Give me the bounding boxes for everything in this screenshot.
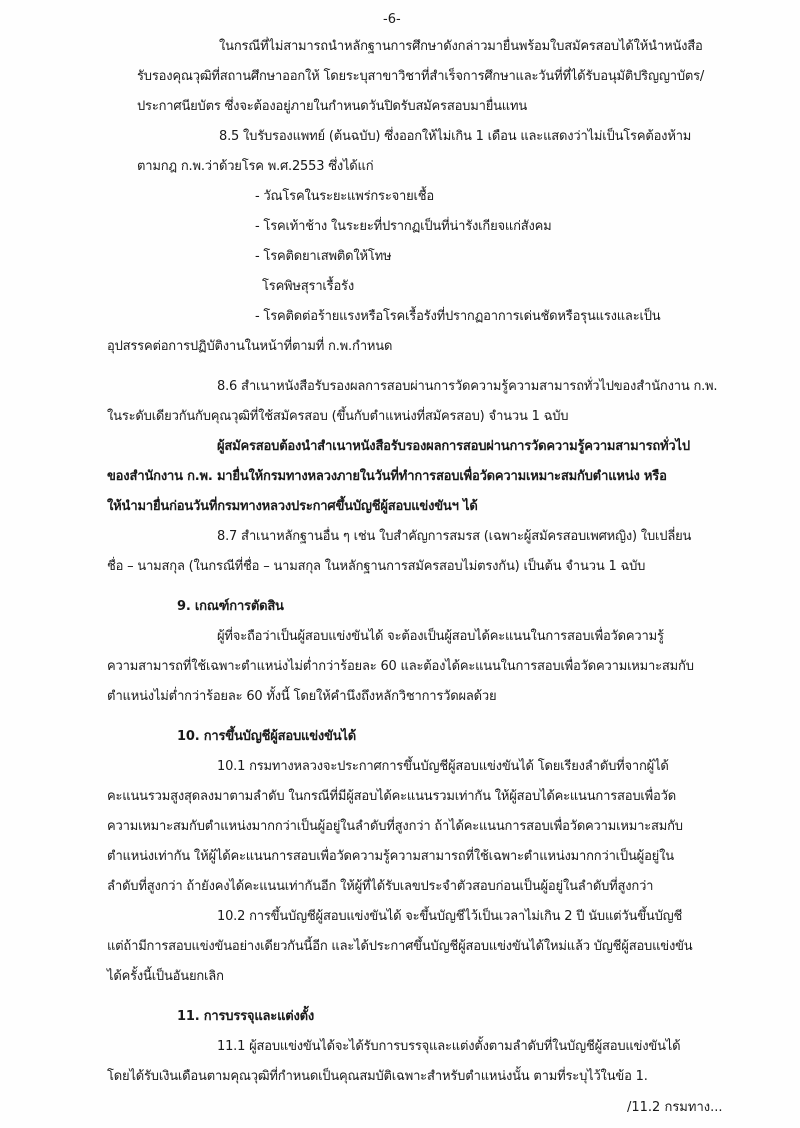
- section-8-7-line: 8.7 สำเนาหลักฐานอื่น ๆ เช่น ใบสำคัญการสมรส (เฉพาะผู้สมัครสอบเพศหญิง) ใบเปลี่ยน: [217, 529, 692, 544]
- section-8-5-line: 8.5 ใบรับรองแพทย์ (ต้นฉบับ) ซึ่งออกให้ไม่เกิน 1 เดือน และแสดงว่าไม่เป็นโรคต้องห้าม: [219, 129, 692, 144]
- disease-list-item: - โรคเท้าช้าง ในระยะที่ปรากฏเป็นที่น่ารังเกียจแก่สังคม: [255, 219, 552, 234]
- section-heading-10: 10. การขึ้นบัญชีผู้สอบแข่งขันได้: [177, 729, 357, 744]
- paragraph-line: โดยได้รับเงินเดือนตามคุณวุฒิที่กำหนดเป็นคุณสมบัติเฉพาะสำหรับตำแหน่งนั้น ตามที่ระบุไว้ในข้อ 1.: [107, 1069, 648, 1084]
- bold-note-line: ให้นำมายื่นก่อนวันที่กรมทางหลวงประกาศขึ้นบัญชีผู้สอบแข่งขันฯ ได้: [107, 499, 478, 514]
- page-number: -6-: [383, 12, 401, 27]
- paragraph-line: ตามกฎ ก.พ.ว่าด้วยโรค พ.ศ.2553 ซึ่งได้แก่: [137, 159, 374, 174]
- paragraph-line: ในระดับเดียวกันกับคุณวุฒิที่ใช้สมัครสอบ (ขึ้นกับตำแหน่งที่สมัครสอบ) จำนวน 1 ฉบับ: [107, 409, 569, 424]
- disease-list-item: โรคพิษสุราเรื้อรัง: [262, 279, 354, 294]
- paragraph-line: ประกาศนียบัตร ซึ่งจะต้องอยู่ภายในกำหนดวันปิดรับสมัครสอบมายื่นแทน: [137, 99, 528, 114]
- section-heading-9: 9. เกณฑ์การตัดสิน: [177, 599, 284, 614]
- paragraph-line: ตำแหน่งไม่ต่ำกว่าร้อยละ 60 ทั้งนี้ โดยให้คำนึงถึงหลักวิชาการวัดผลด้วย: [107, 689, 497, 704]
- paragraph-line: แต่ถ้ามีการสอบแข่งขันอย่างเดียวกันนี้อีก และได้ประกาศขึ้นบัญชีผู้สอบแข่งขันได้ใหม่แล้ว บัญชีผู้สอบแข่งขัน: [107, 939, 693, 954]
- bold-note-line: ผู้สมัครสอบต้องนำสำเนาหนังสือรับรองผลการสอบผ่านการวัดความรู้ความสามารถทั่วไป: [217, 439, 690, 454]
- paragraph-line: ในกรณีที่ไม่สามารถนำหลักฐานการศึกษาดังกล่าวมายื่นพร้อมใบสมัครสอบได้ให้นำหนังสือ: [219, 39, 703, 54]
- section-8-6-line: 8.6 สำเนาหนังสือรับรองผลการสอบผ่านการวัดความรู้ความสามารถทั่วไปของสำนักงาน ก.พ.: [217, 379, 718, 394]
- disease-list-item: - โรคติดต่อร้ายแรงหรือโรคเรื้อรังที่ปรากฏอาการเด่นชัดหรือรุนแรงและเป็น: [255, 309, 661, 324]
- bold-note-line: ของสำนักงาน ก.พ. มายื่นให้กรมทางหลวงภายในวันที่ทำการสอบเพื่อวัดความเหมาะสมกับตำแหน่ง หรือ: [107, 469, 667, 484]
- disease-list-item: - โรคติดยาเสพติดให้โทษ: [255, 249, 392, 264]
- paragraph-line: ความสามารถที่ใช้เฉพาะตำแหน่งไม่ต่ำกว่าร้อยละ 60 และต้องได้คะแนนในการสอบเพื่อวัดความเหมาะสมกับ: [107, 659, 694, 674]
- paragraph-line: คะแนนรวมสูงสุดลงมาตามลำดับ ในกรณีที่มีผู้สอบได้คะแนนรวมเท่ากัน ให้ผู้สอบได้คะแนนการสอบเพื่อวัด: [107, 789, 676, 804]
- disease-list-item: - วัณโรคในระยะแพร่กระจายเชื้อ: [255, 189, 435, 204]
- paragraph-line: ผู้ที่จะถือว่าเป็นผู้สอบแข่งขันได้ จะต้องเป็นผู้สอบได้คะแนนในการสอบเพื่อวัดความรู้: [217, 629, 664, 644]
- section-heading-11: 11. การบรรจุและแต่งตั้ง: [177, 1009, 315, 1024]
- paragraph-line: ชื่อ – นามสกุล (ในกรณีที่ชื่อ – นามสกุล ในหลักฐานการสมัครสอบไม่ตรงกัน) เป็นต้น จำนวน 1 ฉบับ: [107, 559, 646, 574]
- paragraph-line: รับรองคุณวุฒิที่สถานศึกษาออกให้ โดยระบุสาขาวิชาที่สำเร็จการศึกษาและวันที่ที่ได้รับอนุมัติปริญญาบัตร/: [137, 69, 705, 84]
- paragraph-line: ความเหมาะสมกับตำแหน่งมากกว่าเป็นผู้อยู่ในลำดับที่สูงกว่า ถ้าได้คะแนนการสอบเพื่อวัดความเหมาะสมกับ: [107, 819, 683, 834]
- paragraph-line: ลำดับที่สูงกว่า ถ้ายังคงได้คะแนนเท่ากันอีก ให้ผู้ที่ได้รับเลขประจำตัวสอบก่อนเป็นผู้อยู่ในลำดับที่สูงกว่า: [107, 879, 654, 894]
- section-10-1-line: 10.1 กรมทางหลวงจะประกาศการขึ้นบัญชีผู้สอบแข่งขันได้ โดยเรียงลำดับที่จากผู้ได้: [217, 759, 669, 774]
- section-10-2-line: 10.2 การขึ้นบัญชีผู้สอบแข่งขันได้ จะขึ้นบัญชีไว้เป็นเวลาไม่เกิน 2 ปี นับแต่วันขึ้นบัญชี: [217, 909, 683, 924]
- paragraph-line: ได้ครั้งนี้เป็นอันยกเลิก: [107, 969, 224, 984]
- paragraph-line: อุปสรรคต่อการปฏิบัติงานในหน้าที่ตามที่ ก.พ.กำหนด: [107, 339, 393, 354]
- section-11-1-line: 11.1 ผู้สอบแข่งขันได้จะได้รับการบรรจุและแต่งตั้งตามลำดับที่ในบัญชีผู้สอบแข่งขันได้: [217, 1039, 681, 1054]
- continuation-note: /11.2 กรมทาง...: [627, 1100, 723, 1115]
- paragraph-line: ตำแหน่งเท่ากัน ให้ผู้ได้คะแนนการสอบเพื่อวัดความรู้ความสามารถที่ใช้เฉพาะตำแหน่งมากกว่าเป็นผู้อยู่ใน: [107, 849, 674, 864]
